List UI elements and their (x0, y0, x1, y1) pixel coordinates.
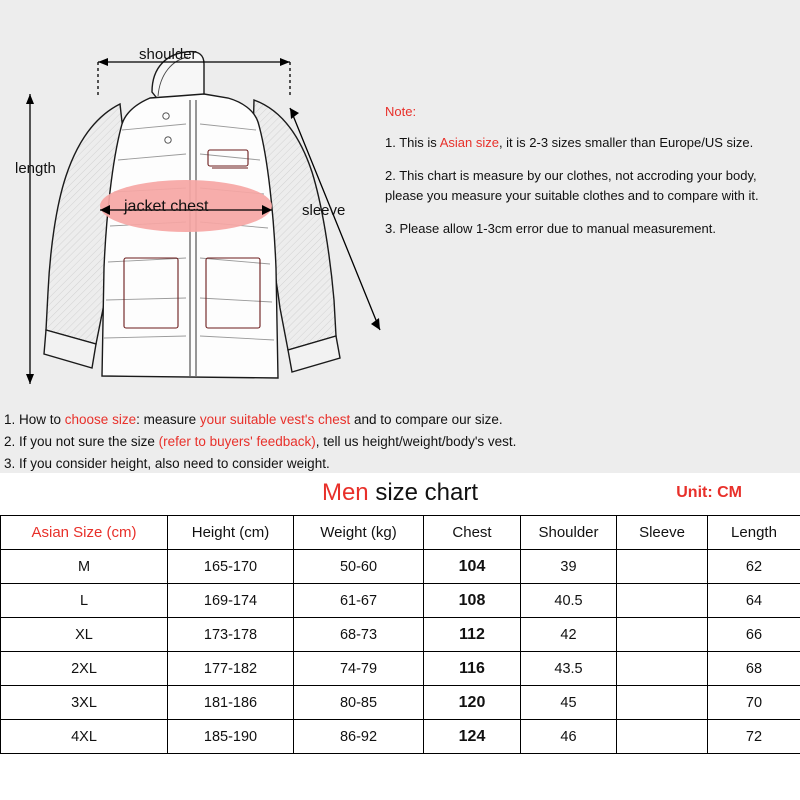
label-sleeve: sleeve (302, 202, 346, 219)
cell-length: 70 (708, 686, 800, 720)
note-item-2: 2. This chart is measure by our clothes, not accroding your body, please you measure your suitable clothes and to compare with it. (385, 168, 759, 204)
notes-title: Note: (385, 104, 417, 119)
label-jacket-chest: jacket chest (124, 198, 209, 215)
cell-shoulder: 43.5 (521, 652, 617, 686)
ins-1-h1: choose size (64, 412, 137, 427)
cell-height: 173-178 (168, 618, 294, 652)
size-chart (0, 473, 800, 754)
cell-weight: 50-60 (294, 550, 424, 584)
cell-height: 177-182 (168, 652, 294, 686)
note-1-highlight: Asian size (439, 135, 499, 150)
cell-sleeve (617, 720, 708, 754)
cell-sleeve (617, 686, 708, 720)
cell-size: 2XL (1, 652, 168, 686)
cell-shoulder: 46 (521, 720, 617, 754)
cell-chest: 104 (424, 550, 521, 584)
ins-2-h1: (refer to buyers' feedback) (158, 433, 316, 449)
col-length: Length (708, 516, 800, 550)
instruction-line-2 (4, 431, 800, 453)
cell-weight: 61-67 (294, 584, 424, 618)
cell-height: 165-170 (168, 550, 294, 584)
chart-header (0, 473, 800, 515)
table-row (1, 686, 800, 720)
col-asian-size: Asian Size (cm) (1, 516, 168, 550)
cell-size: 4XL (1, 720, 168, 754)
size-table (0, 515, 800, 754)
cell-weight: 68-73 (294, 618, 424, 652)
col-weight: Weight (kg) (294, 516, 424, 550)
cell-chest: 108 (424, 584, 521, 618)
cell-length: 68 (708, 652, 800, 686)
cell-size: XL (1, 618, 168, 652)
cell-sleeve (617, 584, 708, 618)
ins-1-p3: and to compare our size. (350, 412, 503, 427)
cell-height: 185-190 (168, 720, 294, 754)
cell-size: 3XL (1, 686, 168, 720)
cell-length: 62 (708, 550, 800, 584)
chart-title-rest: size chart (368, 479, 479, 506)
table-header-row (1, 516, 800, 550)
cell-length: 64 (708, 584, 800, 618)
cell-chest: 112 (424, 618, 521, 652)
cell-shoulder: 45 (521, 686, 617, 720)
ins-2-p1: 2. If you not sure the size (4, 433, 159, 449)
table-row (1, 584, 800, 618)
notes-block (385, 104, 785, 253)
label-length: length (15, 160, 56, 177)
cell-height: 169-174 (168, 584, 294, 618)
chart-unit: Unit: CM (676, 484, 742, 501)
cell-size: M (1, 550, 168, 584)
cell-chest: 116 (424, 652, 521, 686)
col-sleeve: Sleeve (617, 516, 708, 550)
cell-sleeve (617, 618, 708, 652)
cell-length: 72 (708, 720, 800, 754)
table-row (1, 720, 800, 754)
col-chest: Chest (424, 516, 521, 550)
cell-weight: 74-79 (294, 652, 424, 686)
instruction-line-1 (4, 409, 800, 431)
table-row (1, 652, 800, 686)
ins-1-h2: your suitable vest's chest (199, 412, 351, 427)
cell-height: 181-186 (168, 686, 294, 720)
cell-sleeve (617, 550, 708, 584)
note-item-1 (385, 133, 785, 153)
cell-weight: 80-85 (294, 686, 424, 720)
note-1-prefix: 1. This is (385, 135, 440, 150)
cell-chest: 120 (424, 686, 521, 720)
cell-shoulder: 39 (521, 550, 617, 584)
cell-sleeve (617, 652, 708, 686)
instruction-line-3 (4, 453, 800, 475)
note-item-3: 3. Please allow 1-3cm error due to manual measurement. (385, 221, 716, 237)
ins-1-p1: 1. How to (4, 412, 65, 427)
cell-length: 66 (708, 618, 800, 652)
cell-weight: 86-92 (294, 720, 424, 754)
cell-size: L (1, 584, 168, 618)
table-row (1, 618, 800, 652)
note-1-suffix: , it is 2-3 sizes smaller than Europe/US size. (498, 135, 754, 150)
ins-3-p1: 3. If you consider height, also need to consider weight. (4, 455, 330, 471)
chart-title-men: Men (321, 479, 369, 506)
ins-2-p2: , tell us height/weight/body's vest. (315, 433, 517, 449)
table-row (1, 550, 800, 584)
cell-shoulder: 42 (521, 618, 617, 652)
label-shoulder: shoulder (139, 46, 197, 63)
col-shoulder: Shoulder (521, 516, 617, 550)
col-height: Height (cm) (168, 516, 294, 550)
cell-chest: 124 (424, 720, 521, 754)
instructions-block (0, 405, 800, 473)
ins-1-p2: : measure (136, 412, 200, 427)
cell-shoulder: 40.5 (521, 584, 617, 618)
